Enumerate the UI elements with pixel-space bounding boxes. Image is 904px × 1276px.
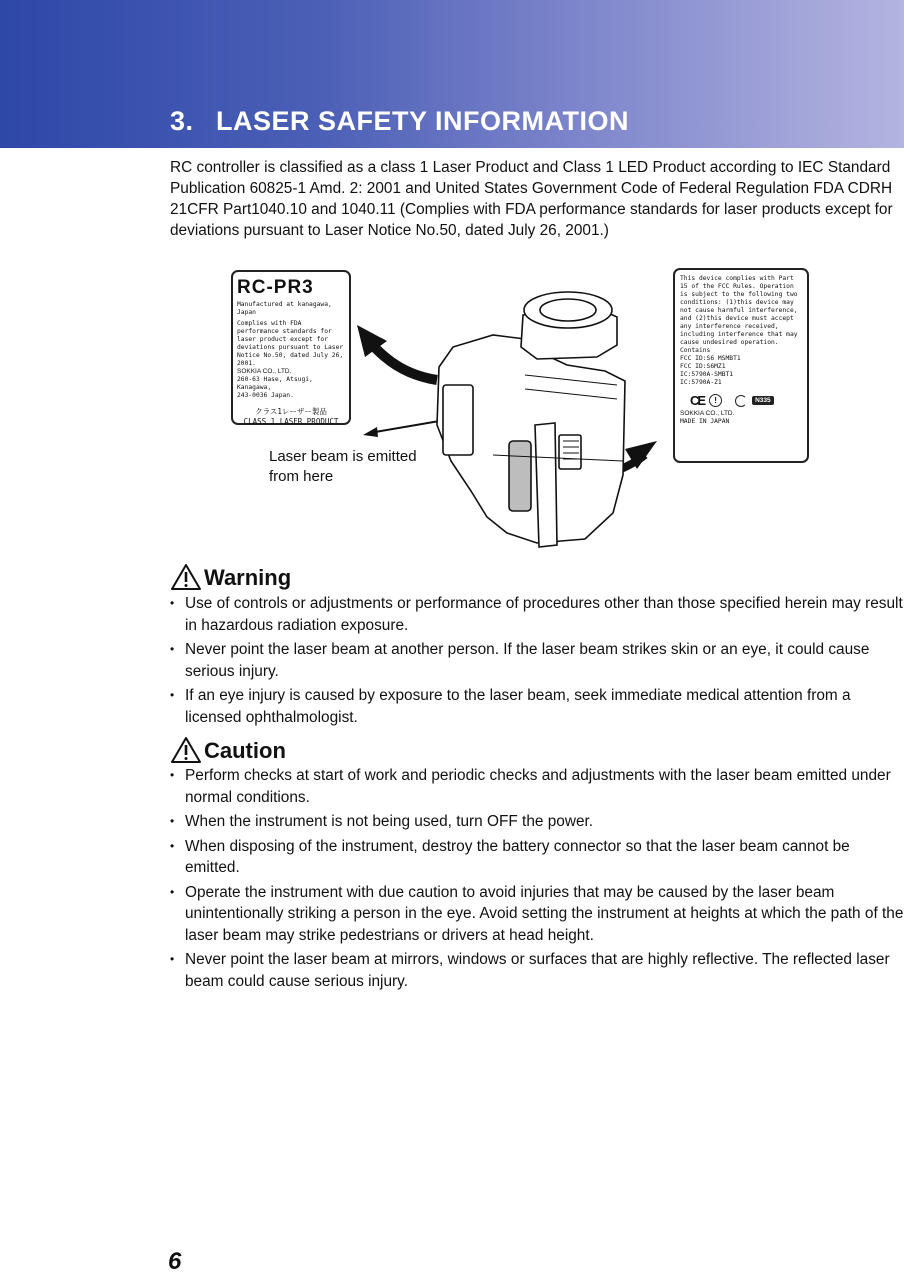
compliance-text: Complies with FDA performance standards for laser product except for deviations pursuant to Laser Notice No.50, dated July 26, 2001. [237, 320, 344, 367]
rc-pr3-label [231, 270, 351, 425]
fcc-statement: This device complies with Part 15 of the FCC Rules. Operation is subject to the following two conditions: (1)this device may not cause harmful interference, and (2)this device must accept any interference received, including interference that may cause undesired operation. [680, 275, 798, 346]
caution-triangle-icon [170, 736, 202, 764]
warning-heading [170, 563, 291, 591]
warning-item: • Never point the laser beam at another person. If the laser beam strikes skin or an eye, it could cause serious injury. [170, 639, 904, 682]
warning-heading-text: Warning [204, 565, 292, 590]
instrument-front-window [443, 385, 473, 455]
caution-heading [170, 736, 286, 764]
n-mark-icon: N335 [752, 396, 774, 405]
caution-list [170, 765, 904, 995]
instrument-side-panel [509, 441, 531, 511]
beam-pointer-head [363, 427, 378, 437]
fcc-id-1: FCC ID:S6 MSMBT1 [680, 355, 741, 362]
class-jp: クラス1レーザー製品 [255, 407, 327, 416]
c-tick-mark-icon [735, 395, 747, 407]
fcc-id-2: FCC ID:S6MZ1 [680, 363, 726, 370]
instrument-handle [559, 435, 581, 469]
caution-item: • When disposing of the instrument, destroy the battery connector so that the laser beam cannot be emitted. [170, 836, 904, 879]
pr3-company: SOKKIA CO., LTD. [237, 368, 292, 375]
caution-item: • Never point the laser beam at mirrors, windows or surfaces that are highly reflective. The reflected laser beam could cause serious injury. [170, 949, 904, 992]
page-number: 6 [168, 1248, 182, 1275]
certification-marks [690, 393, 803, 408]
instrument-figure [225, 255, 825, 550]
class-en: CLASS 1 LASER PRODUCT [243, 417, 339, 426]
intro-paragraph: RC controller is classified as a class 1 Laser Product and Class 1 LED Product according to IEC Standard Publication 60825-1 Amd. 2: 2001 and United States Government Code of Federal Regulation FDA CDRH 21CFR Part1040.10 and 1040.11 (Complies with FDA performance standards for laser products except for deviations pursuant to Laser Notice No.50, dated July 26, 2001.) [170, 159, 893, 239]
section-title [170, 106, 629, 137]
ic-id-2: IC:5790A-Z1 [680, 379, 722, 386]
model-name: RC-PR3 [237, 277, 314, 298]
ce-mark-icon: CE [690, 393, 705, 408]
ic-id-1: IC:5790A-SMBT1 [680, 371, 734, 378]
alert-mark-icon: ! [709, 394, 722, 407]
made-in-japan: MADE IN JAPAN [680, 418, 730, 425]
pr3-address-2: 243-0036 Japan. [237, 392, 294, 399]
instrument-lens [540, 299, 596, 321]
fcc-contains: Contains [680, 347, 711, 354]
caution-item: • Operate the instrument with due caution to avoid injuries that may be caused by the laser beam unintentionally striking a person in the eye. Avoid setting the instrument at heights at which the path of the laser beam may strike pedestrians or drivers at head height. [170, 882, 904, 947]
warning-item: • If an eye injury is caused by exposure to the laser beam, seek immediate medical attention from a licensed ophthalmologist. [170, 685, 904, 728]
warning-triangle-icon [170, 563, 202, 591]
caution-item: • Perform checks at start of work and periodic checks and adjustments with the laser beam emitted under normal conditions. [170, 765, 904, 808]
fcc-company: SOKKIA CO., LTD. [680, 410, 735, 417]
manufactured-text: Manufactured at kanagawa, Japan [237, 301, 332, 316]
section-number: 3. [170, 106, 194, 136]
warning-item: • Use of controls or adjustments or performance of procedures other than those specified herein may result in hazardous radiation exposure. [170, 593, 904, 636]
pr3-address-1: 260-63 Hase, Atsugi, Kanagawa, [237, 376, 313, 391]
warning-list [170, 593, 904, 731]
caution-item: • When the instrument is not being used, turn OFF the power. [170, 811, 904, 833]
section-title-text: LASER SAFETY INFORMATION [216, 106, 630, 136]
caution-heading-text: Caution [204, 738, 286, 763]
instrument-strap [535, 423, 557, 547]
beam-caption: Laser beam is emitted from here [269, 448, 417, 485]
fcc-label [673, 268, 809, 463]
